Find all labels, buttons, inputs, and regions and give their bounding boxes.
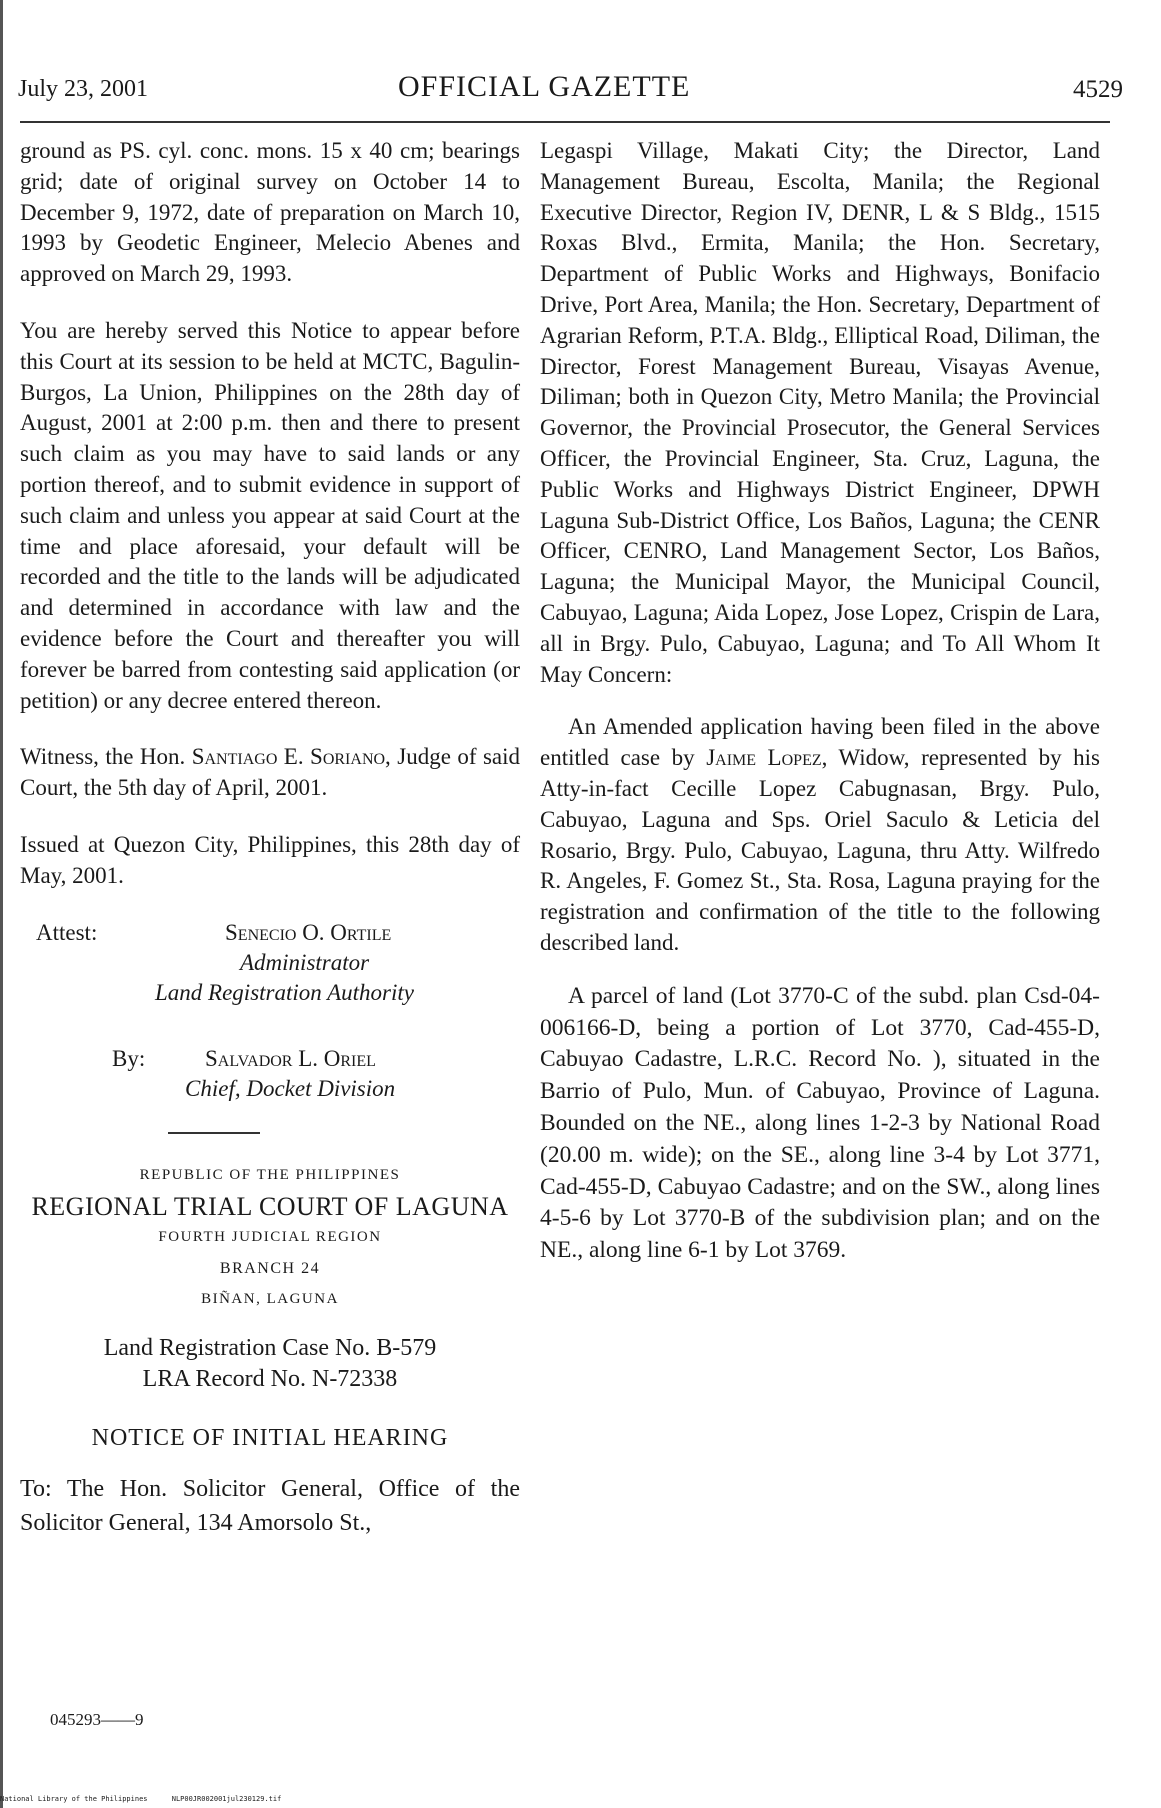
notice-paragraph: You are hereby served this Notice to appear before this Court at its session to be held at MCTC, Bagulin-Burgos, La Union, Philippines on the 28th day of August, 2001 at 2:00 p.m. then and there to present such claim as you may have to said lands or any portion thereof, and to submit evidence in support of such claim and unless you appear at said Court at the time and place aforesaid, your default will be recorded and the title to the lands will be adjudicated and determined in accordance with law and the evidence before the Court and thereafter you will forever be barred from contesting said application (or petition) or any decree entered thereon. [20, 317, 520, 713]
case-number: Land Registration Case No. B-579 [103, 1334, 437, 1361]
footer-code: 045293——9 [50, 1710, 144, 1729]
library-name: National Library of the Philippines [0, 1795, 148, 1803]
witness-name: Santiago E. Soriano, [191, 744, 391, 770]
header-date: July 23, 2001 [18, 76, 149, 102]
notice-title: NOTICE OF INITIAL HEARING [91, 1424, 449, 1451]
attest-block [20, 918, 520, 1101]
witness-paragraph [20, 742, 520, 804]
docket-chief-title: Chief, Docket Division [185, 1075, 396, 1101]
attest-signatory-name: Senecio O. Ortile [225, 919, 392, 945]
right-column [540, 136, 1100, 1267]
witness-suffix: Judge of said Court, the 5th day of April, 2001. [20, 744, 520, 801]
court-branch: BRANCH 24 [219, 1259, 321, 1277]
addressee-paragraph: To: The Hon. Solicitor General, Office of the Solicitor General, 134 Amorsolo St., [20, 1475, 520, 1536]
header-divider [20, 121, 1110, 123]
application-paragraph [540, 712, 1100, 958]
by-label: By: [112, 1045, 146, 1071]
applicant-name: Jaime Lopez, [706, 745, 828, 771]
court-name: REGIONAL TRIAL COURT OF LAGUNA [31, 1191, 509, 1221]
witness-prefix: Witness, the Hon. [20, 744, 186, 770]
court-location: BIÑAN, LAGUNA [201, 1290, 339, 1307]
survey-paragraph: ground as PS. cyl. conc. mons. 15 x 40 cm; bearings grid; date of original survey on October 14 to December 9, 1972, date of preparation on March 10, 1993 by Geodetic Engineer, Melecio Abenes and approved on March 29, 1993. [20, 138, 520, 287]
court-republic: REPUBLIC OF THE PHILIPPINES [139, 1166, 401, 1183]
section-divider [168, 1132, 260, 1134]
scan-edge-line [0, 0, 3, 1808]
docket-chief-name: Salvador L. Oriel [205, 1045, 376, 1071]
attest-label: Attest: [36, 919, 98, 945]
court-heading [20, 1160, 520, 1315]
attest-signatory-title: Administrator [240, 949, 370, 975]
application-prefix: An Amended application having been filed in the above entitled case by [540, 714, 1100, 771]
page-number: 4529 [1073, 76, 1123, 103]
land-description-paragraph: A parcel of land (Lot 3770-C of the subd. plan Csd-04-006166-D, being a portion of Lot 3770, Cad-455-D, Cabuyao Cadastre, L.R.C. Record No. ), situated in the Barrio of Pulo, Mun. of Cabuyao, Province of Laguna. Bounded on the NE., along lines 1-2-3 by National Road (20.00 m. wide); on the SE., along line 3-4 by Lot 3771, Cad-455-D, Cabuyao Cadastre; and on the SW., along lines 4-5-6 by Lot 3770-B of the subdivision plan; and on the NE., along line 6-1 by Lot 3769. [540, 982, 1100, 1264]
header-title: OFFICIAL GAZETTE [398, 70, 691, 103]
page-header [18, 70, 1123, 110]
case-numbers [20, 1333, 520, 1395]
left-column [20, 136, 520, 1564]
archive-strip [0, 1795, 301, 1803]
addressee-list-paragraph: Legaspi Village, Makati City; the Director, Land Management Bureau, Escolta, Manila; the Regional Executive Director, Region IV, DENR, L & S Bldg., 1515 Roxas Blvd., Ermita, Manila; the Hon. Secretary, Department of Public Works and Highways, Bonifacio Drive, Port Area, Manila; the Hon. Secretary, Department of Agrarian Reform, P.T.A. Bldg., Elliptical Road, Diliman, the Director, Forest Management Bureau, Visayas Avenue, Diliman; both in Quezon City, Metro Manila; the Provincial Governor, the Provincial Prosecutor, the General Services Officer, the Provincial Engineer, Sta. Cruz, Laguna, the Public Works and Highways District Engineer, DPWH Laguna Sub-District Office, Los Baños, Laguna; the CENR Officer, CENRO, Land Management Sector, Los Baños, Laguna; the Municipal Mayor, the Municipal Council, Cabuyao, Laguna; Aida Lopez, Jose Lopez, Crispin de Lara, all in Brgy. Pulo, Cabuyao, Laguna; and To All Whom It May Concern: [540, 138, 1100, 687]
application-suffix: Widow, represented by his Atty-in-fact Cecille Lopez Cabugnasan, Brgy. Pulo, Cabuyao, Laguna and Sps. Oriel Saculo & Leticia del Rosario, Brgy. Pulo, Cabuyao, Laguna, thru Atty. Wilfredo R. Angeles, F. Gomez St., Sta. Rosa, Laguna praying for the registration and confirmation of the title to the following described land. [540, 745, 1100, 955]
court-region: FOURTH JUDICIAL REGION [158, 1228, 382, 1245]
issued-paragraph: Issued at Quezon City, Philippines, this 28th day of May, 2001. [20, 831, 520, 888]
attest-signatory-org: Land Registration Authority [155, 979, 414, 1005]
lra-record-number: LRA Record No. N-72338 [142, 1365, 398, 1392]
file-name: NLP00JR002001jul230129.tif [171, 1795, 282, 1803]
